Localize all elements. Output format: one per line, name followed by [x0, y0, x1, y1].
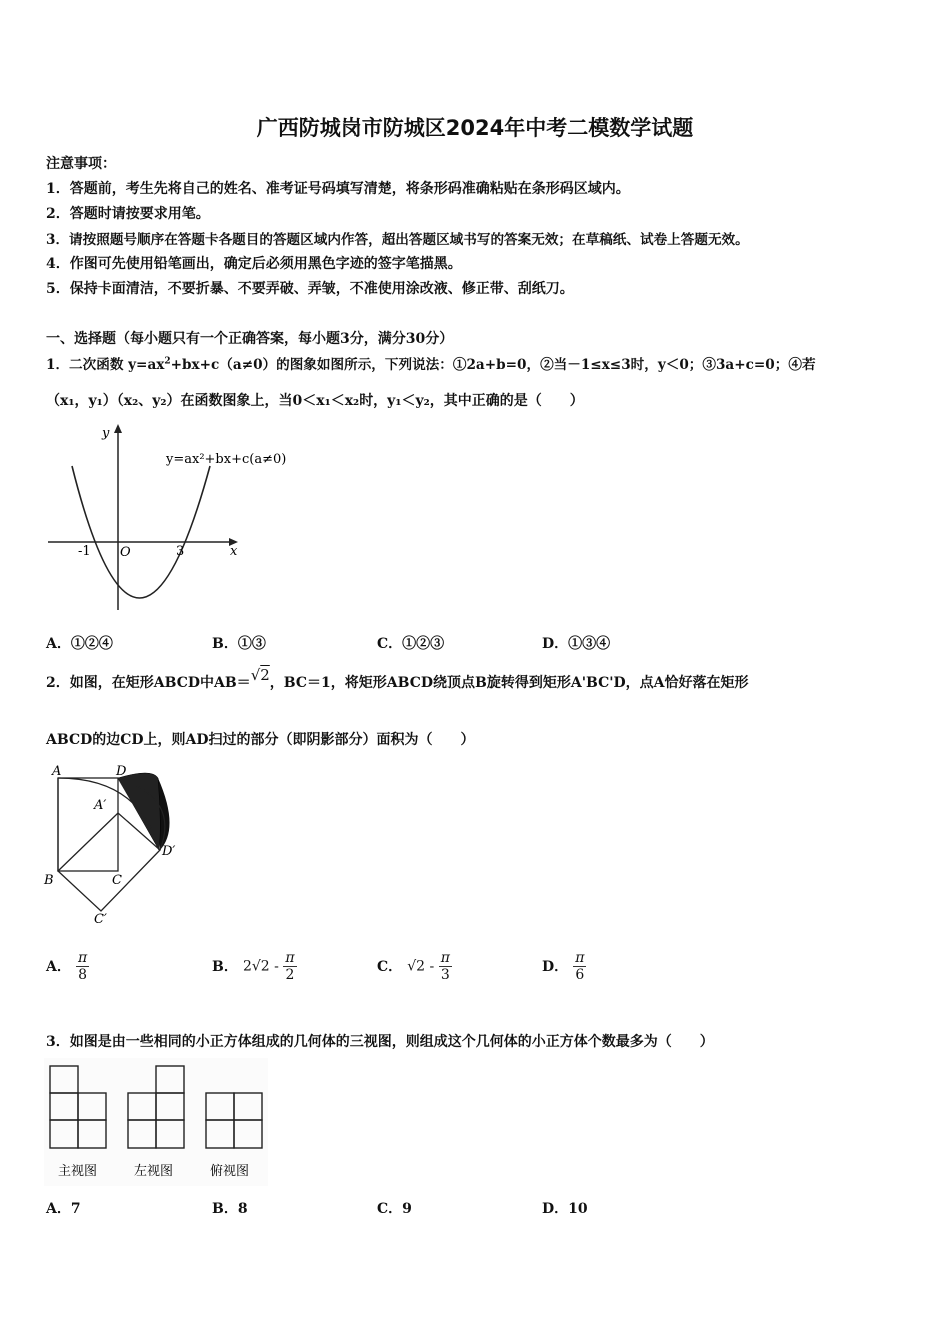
q2-option-c[interactable]	[377, 950, 452, 983]
q1-stem-line2: （x₁，y₁）（x₂、y₂）在函数图象上，当0＜x₁＜x₂时，y₁＜y₂，其中正确的是（ ）	[46, 393, 584, 409]
view-label: 俯视图	[210, 1164, 250, 1179]
option-label: B．	[212, 959, 238, 975]
q3-stem: 3．如图是由一些相同的小正方体组成的几何体的三视图，则组成这个几何体的小正方体个数最多为（ ）	[46, 1034, 714, 1050]
q2-option-b[interactable]	[212, 950, 297, 983]
fraction	[573, 950, 586, 983]
tick-label: 3	[176, 544, 185, 559]
q2-rectangle-figure	[40, 758, 200, 928]
fraction-den: 6	[575, 967, 585, 983]
q1-exponent: 2	[164, 356, 171, 367]
q1-stem-b: +bx+c（a≠0）的图象如图所示，下列说法：①2a+b=0，②当－1≤x≤3时，y＜0；③3a+c=0；④若	[170, 357, 816, 373]
q1-parabola-graph	[44, 420, 294, 620]
notice-item: 5．保持卡面清洁，不要折暴、不要弄破、弄皱，不准使用涂改液、修正带、刮纸刀。	[46, 281, 574, 297]
notice-heading: 注意事项：	[46, 156, 116, 172]
q1-option-d[interactable]: D．①③④	[542, 636, 611, 652]
rectangle-abcd	[58, 778, 118, 871]
q3-option-c[interactable]: C．9	[377, 1201, 412, 1217]
q1-stem-a: 1．二次函数 y=ax	[46, 357, 165, 373]
label-a-prime: A′	[94, 798, 107, 813]
q3-option-d[interactable]: D．10	[542, 1201, 588, 1217]
q1-option-a[interactable]: A．①②④	[46, 636, 113, 652]
sqrt-value: 2	[260, 666, 270, 684]
label-b: B	[44, 873, 54, 888]
fraction-num: π	[575, 950, 585, 966]
q2-stem-b: ，BC＝1，将矩形ABCD绕顶点B旋转得到矩形A'BC'D，点A恰好落在矩形	[269, 675, 749, 691]
option-label: D．	[542, 959, 569, 975]
q1-option-c[interactable]: C．①②③	[377, 636, 445, 652]
q3-three-views	[44, 1058, 268, 1186]
equation-label: y=ax²+bx+c(a≠0)	[166, 452, 287, 467]
fraction-den: 8	[78, 967, 88, 983]
y-axis-label: y	[102, 426, 110, 441]
view-label: 主视图	[58, 1164, 98, 1179]
rectangle-a1bc1d1	[58, 813, 160, 911]
option-label: A．	[46, 959, 71, 975]
label-c-prime: C′	[94, 912, 107, 927]
origin-label: O	[120, 545, 131, 560]
label-a: A	[52, 764, 62, 779]
q3-option-b[interactable]: B．8	[212, 1201, 248, 1217]
q2-stem-line1	[46, 666, 749, 692]
parabola-curve	[72, 466, 210, 598]
page-title: 广西防城岗市防城区2024年中考二模数学试题	[256, 116, 694, 140]
y-axis-arrow-icon	[114, 424, 122, 433]
q1-option-b[interactable]: B．①③	[212, 636, 266, 652]
q1-stem-line1	[46, 353, 816, 373]
q2-stem-a: 2．如图，在矩形ABCD中AB＝	[46, 675, 251, 691]
fraction	[439, 950, 452, 983]
notice-item: 2．答题时请按要求用笔。	[46, 206, 210, 222]
sqrt-symbol: √2	[250, 666, 270, 684]
fraction	[283, 950, 296, 983]
q2-option-a[interactable]	[46, 950, 89, 983]
q3-option-a[interactable]: A．7	[46, 1201, 81, 1217]
notice-item: 1．答题前，考生先将自己的姓名、准考证号码填写清楚，将条形码准确粘贴在条形码区域内。	[46, 181, 630, 197]
fraction-num: π	[285, 950, 295, 966]
fraction	[76, 950, 89, 983]
view-label: 左视图	[134, 1164, 174, 1179]
label-d: D	[116, 764, 127, 779]
option-label: C．	[377, 959, 403, 975]
notice-item: 4．作图可先使用铅笔画出，确定后必须用黑色字迹的签字笔描黑。	[46, 256, 462, 272]
label-c: C	[112, 873, 122, 888]
fraction-num: π	[440, 950, 450, 966]
q2-stem-line2: ABCD的边CD上，则AD扫过的部分（即阴影部分）面积为（ ）	[46, 732, 475, 748]
fraction-num: π	[77, 950, 88, 966]
shaded-region-core	[118, 773, 160, 850]
x-axis-label: x	[230, 544, 238, 559]
tick-label: -1	[78, 544, 91, 559]
notice-item: 3．请按照题号顺序在答题卡各题目的答题区域内作答，超出答题区域书写的答案无效；在草稿纸、试卷上答题无效。	[46, 232, 749, 248]
expression: √2 -	[407, 958, 439, 975]
section-heading: 一、选择题（每小题只有一个正确答案，每小题3分，满分30分）	[46, 331, 454, 347]
label-d-prime: D′	[162, 844, 176, 859]
fraction-den: 2	[285, 967, 295, 983]
q2-option-d[interactable]	[542, 950, 586, 983]
fraction-den: 3	[440, 967, 450, 983]
expression: 2√2 -	[242, 958, 284, 975]
